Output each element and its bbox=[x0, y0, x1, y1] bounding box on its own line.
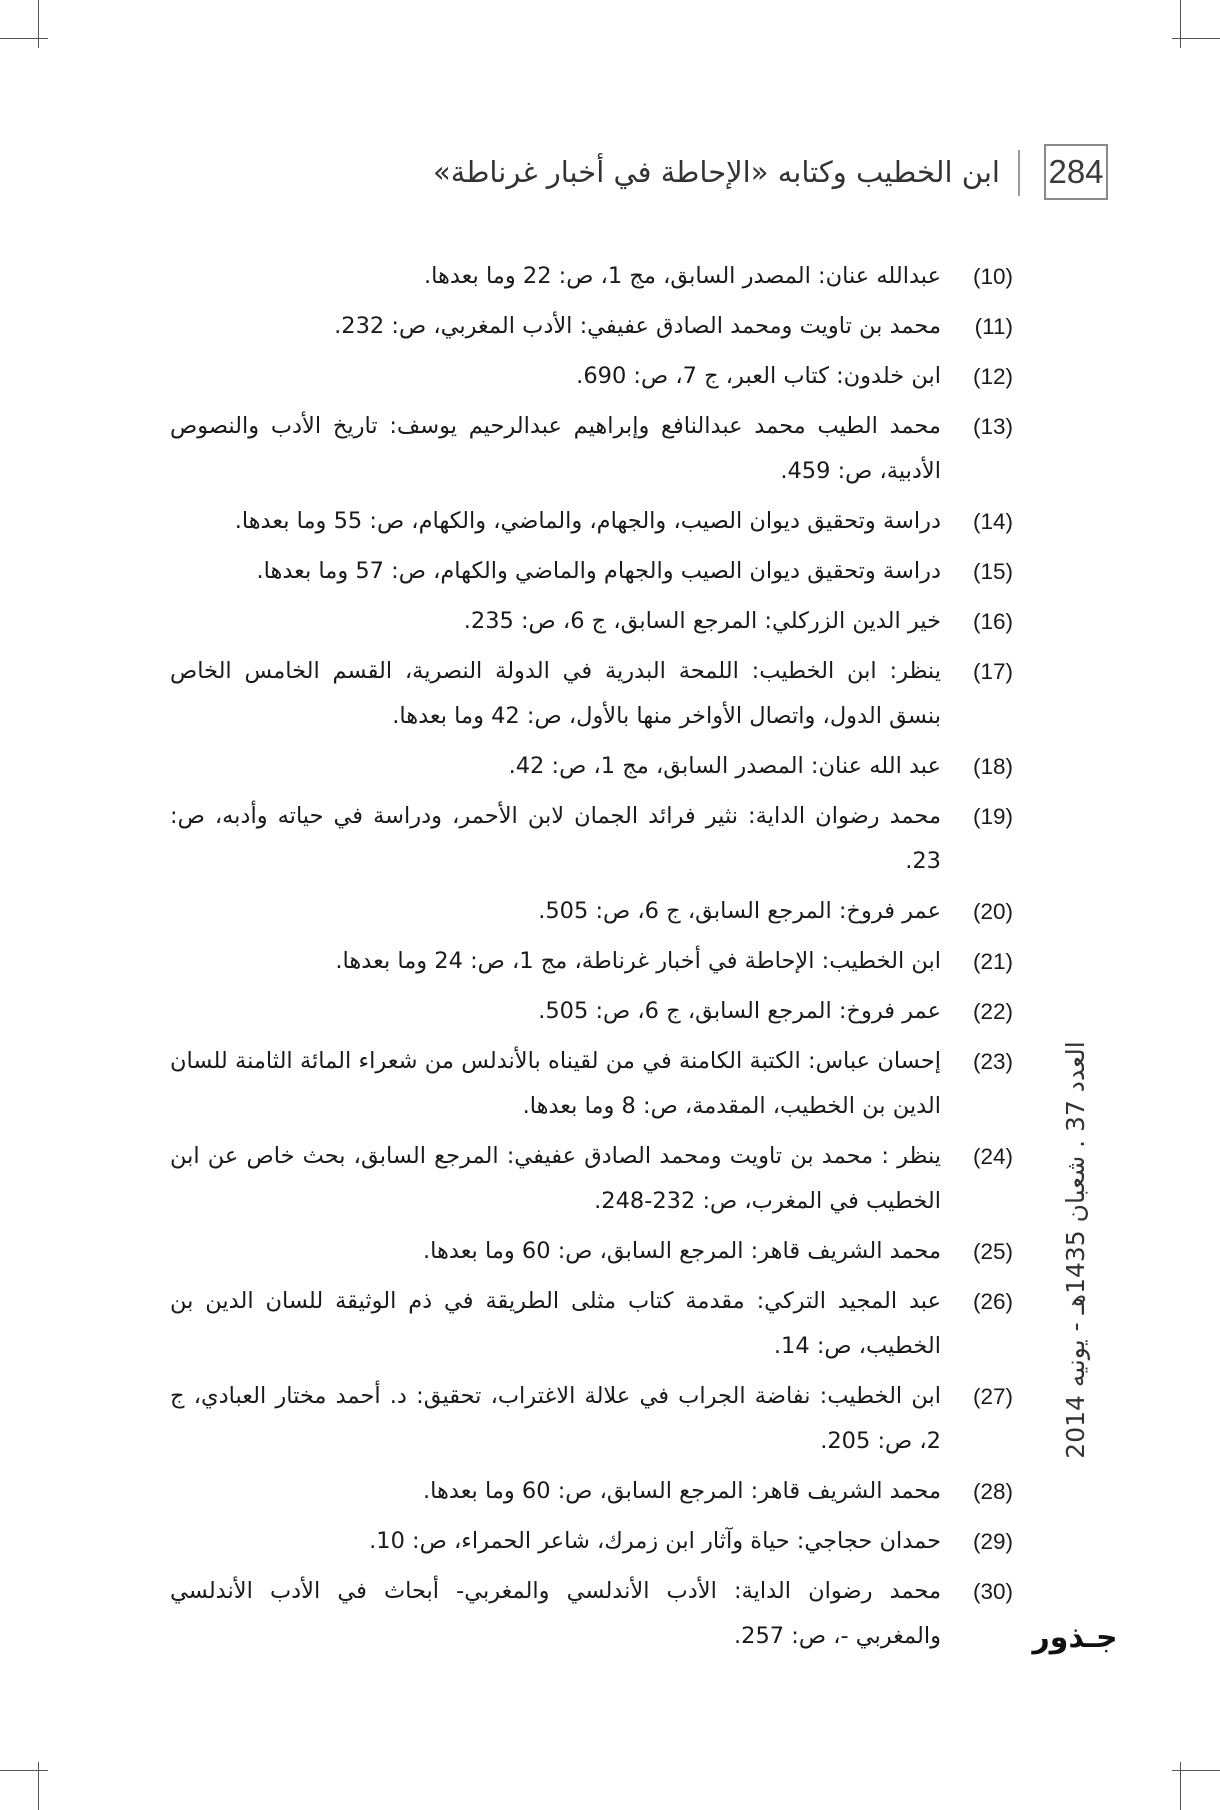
endnote bbox=[170, 549, 1013, 594]
endnote bbox=[170, 794, 1013, 884]
endnote bbox=[170, 254, 1013, 299]
page-number: 284 bbox=[1044, 144, 1108, 200]
endnote-text: إحسان عباس: الكتبة الكامنة في من لقيناه بالأندلس من شعراء المائة الثامنة للسان الدين بن الخطيب، المقدمة، ص: 8 وما بعدها. bbox=[170, 1048, 941, 1119]
endnote bbox=[170, 354, 1013, 399]
endnote bbox=[170, 889, 1013, 934]
endnote-text: دراسة وتحقيق ديوان الصيب، والجهام، والماضي، والكهام، ص: 55 وما بعدها. bbox=[234, 508, 941, 534]
endnote bbox=[170, 404, 1013, 494]
endnote-text: محمد الشريف قاهر: المرجع السابق، ص: 60 وما بعدها. bbox=[423, 1238, 941, 1264]
endnote-number: (17) bbox=[972, 659, 1013, 684]
endnote bbox=[170, 1134, 1013, 1224]
journal-logo: جـذور bbox=[1032, 1619, 1118, 1655]
issue-info-vertical: العدد 37 . شعبان 1435هـ - يونيه 2014 bbox=[1060, 1041, 1090, 1459]
endnote-text: محمد الشريف قاهر: المرجع السابق، ص: 60 وما بعدها. bbox=[423, 1478, 941, 1504]
endnote-number: (21) bbox=[972, 949, 1013, 974]
endnote-text: محمد بن تاويت ومحمد الصادق عفيفي: الأدب المغربي، ص: 232. bbox=[334, 313, 941, 339]
crop-mark bbox=[1172, 1770, 1220, 1771]
crop-mark bbox=[38, 0, 39, 48]
endnote bbox=[170, 499, 1013, 544]
crop-mark bbox=[0, 1770, 48, 1771]
endnote-number: (26) bbox=[972, 1289, 1013, 1314]
endnote bbox=[170, 1519, 1013, 1564]
endnote bbox=[170, 1469, 1013, 1514]
endnote bbox=[170, 649, 1013, 739]
endnote bbox=[170, 1279, 1013, 1369]
endnote-text: ابن خلدون: كتاب العبر، ج 7، ص: 690. bbox=[576, 363, 941, 389]
crop-mark bbox=[0, 38, 48, 39]
endnote-text: عبد الله عنان: المصدر السابق، مج 1، ص: 42. bbox=[508, 753, 941, 779]
endnote-number: (29) bbox=[972, 1529, 1013, 1554]
endnote-number: (25) bbox=[972, 1239, 1013, 1264]
crop-mark bbox=[1180, 0, 1181, 48]
endnote bbox=[170, 599, 1013, 644]
endnote-number: (23) bbox=[972, 1049, 1013, 1074]
endnote-number: (14) bbox=[972, 509, 1013, 534]
endnote-text: ينظر : محمد بن تاويت ومحمد الصادق عفيفي: المرجع السابق، بحث خاص عن ابن الخطيب في المغرب، ص: 232-248. bbox=[170, 1143, 941, 1214]
endnote-text: عمر فروخ: المرجع السابق، ج 6، ص: 505. bbox=[538, 898, 941, 924]
endnote-text: عبد المجيد التركي: مقدمة كتاب مثلى الطريقة في ذم الوثيقة للسان الدين بن الخطيب، ص: 14. bbox=[170, 1288, 941, 1359]
endnote bbox=[170, 1039, 1013, 1129]
endnote bbox=[170, 1569, 1013, 1659]
endnote-number: (13) bbox=[972, 414, 1013, 439]
endnote bbox=[170, 1229, 1013, 1274]
endnote-text: عمر فروخ: المرجع السابق، ج 6، ص: 505. bbox=[538, 998, 941, 1024]
endnote-text: دراسة وتحقيق ديوان الصيب والجهام والماضي والكهام، ص: 57 وما بعدها. bbox=[256, 558, 941, 584]
endnote-text: ابن الخطيب: الإحاطة في أخبار غرناطة، مج 1، ص: 24 وما بعدها. bbox=[335, 948, 941, 974]
endnotes-list bbox=[170, 254, 1013, 1664]
endnote-number: (10) bbox=[972, 264, 1013, 289]
endnote-text: حمدان حجاجي: حياة وآثار ابن زمرك، شاعر الحمراء، ص: 10. bbox=[369, 1528, 941, 1554]
endnote-text: محمد رضوان الداية: الأدب الأندلسي والمغربي- أبحاث في الأدب الأندلسي والمغربي -، ص: 257. bbox=[170, 1578, 941, 1649]
endnote-text: محمد رضوان الداية: نثير فرائد الجمان لابن الأحمر، ودراسة في حياته وأدبه، ص: 23. bbox=[170, 803, 941, 874]
endnote bbox=[170, 744, 1013, 789]
endnote-number: (27) bbox=[972, 1384, 1013, 1409]
endnote bbox=[170, 989, 1013, 1034]
endnote-text: خير الدين الزركلي: المرجع السابق، ج 6، ص: 235. bbox=[463, 608, 941, 634]
endnote-number: (11) bbox=[974, 314, 1013, 339]
running-title: ابن الخطيب وكتابه «الإحاطة في أخبار غرناطة» bbox=[433, 155, 1000, 189]
endnote-number: (15) bbox=[972, 559, 1013, 584]
endnote-text: ينظر: ابن الخطيب: اللمحة البدرية في الدولة النصرية، القسم الخامس الخاص بنسق الدول، واتصال الأواخر منها بالأول، ص: 42 وما بعدها. bbox=[170, 658, 941, 729]
endnote-number: (18) bbox=[972, 754, 1013, 779]
endnote-number: (28) bbox=[972, 1479, 1013, 1504]
endnote-number: (20) bbox=[972, 899, 1013, 924]
header-divider bbox=[1018, 150, 1020, 196]
crop-mark bbox=[1172, 38, 1220, 39]
endnote-number: (24) bbox=[972, 1144, 1013, 1169]
endnote-number: (30) bbox=[972, 1579, 1013, 1604]
endnote-text: عبدالله عنان: المصدر السابق، مج 1، ص: 22 وما بعدها. bbox=[424, 263, 941, 289]
endnote bbox=[170, 304, 1013, 349]
endnote bbox=[170, 1374, 1013, 1464]
endnote-text: ابن الخطيب: نفاضة الجراب في علالة الاغتراب، تحقيق: د. أحمد مختار العبادي، ج 2، ص: 205. bbox=[170, 1383, 941, 1454]
endnote-number: (22) bbox=[972, 999, 1013, 1024]
endnote-number: (12) bbox=[972, 364, 1013, 389]
endnote-text: محمد الطيب محمد عبدالنافع وإبراهيم عبدالرحيم يوسف: تاريخ الأدب والنصوص الأدبية، ص: 459. bbox=[170, 413, 941, 484]
endnote-number: (19) bbox=[972, 804, 1013, 829]
endnote-number: (16) bbox=[972, 609, 1013, 634]
endnote bbox=[170, 939, 1013, 984]
